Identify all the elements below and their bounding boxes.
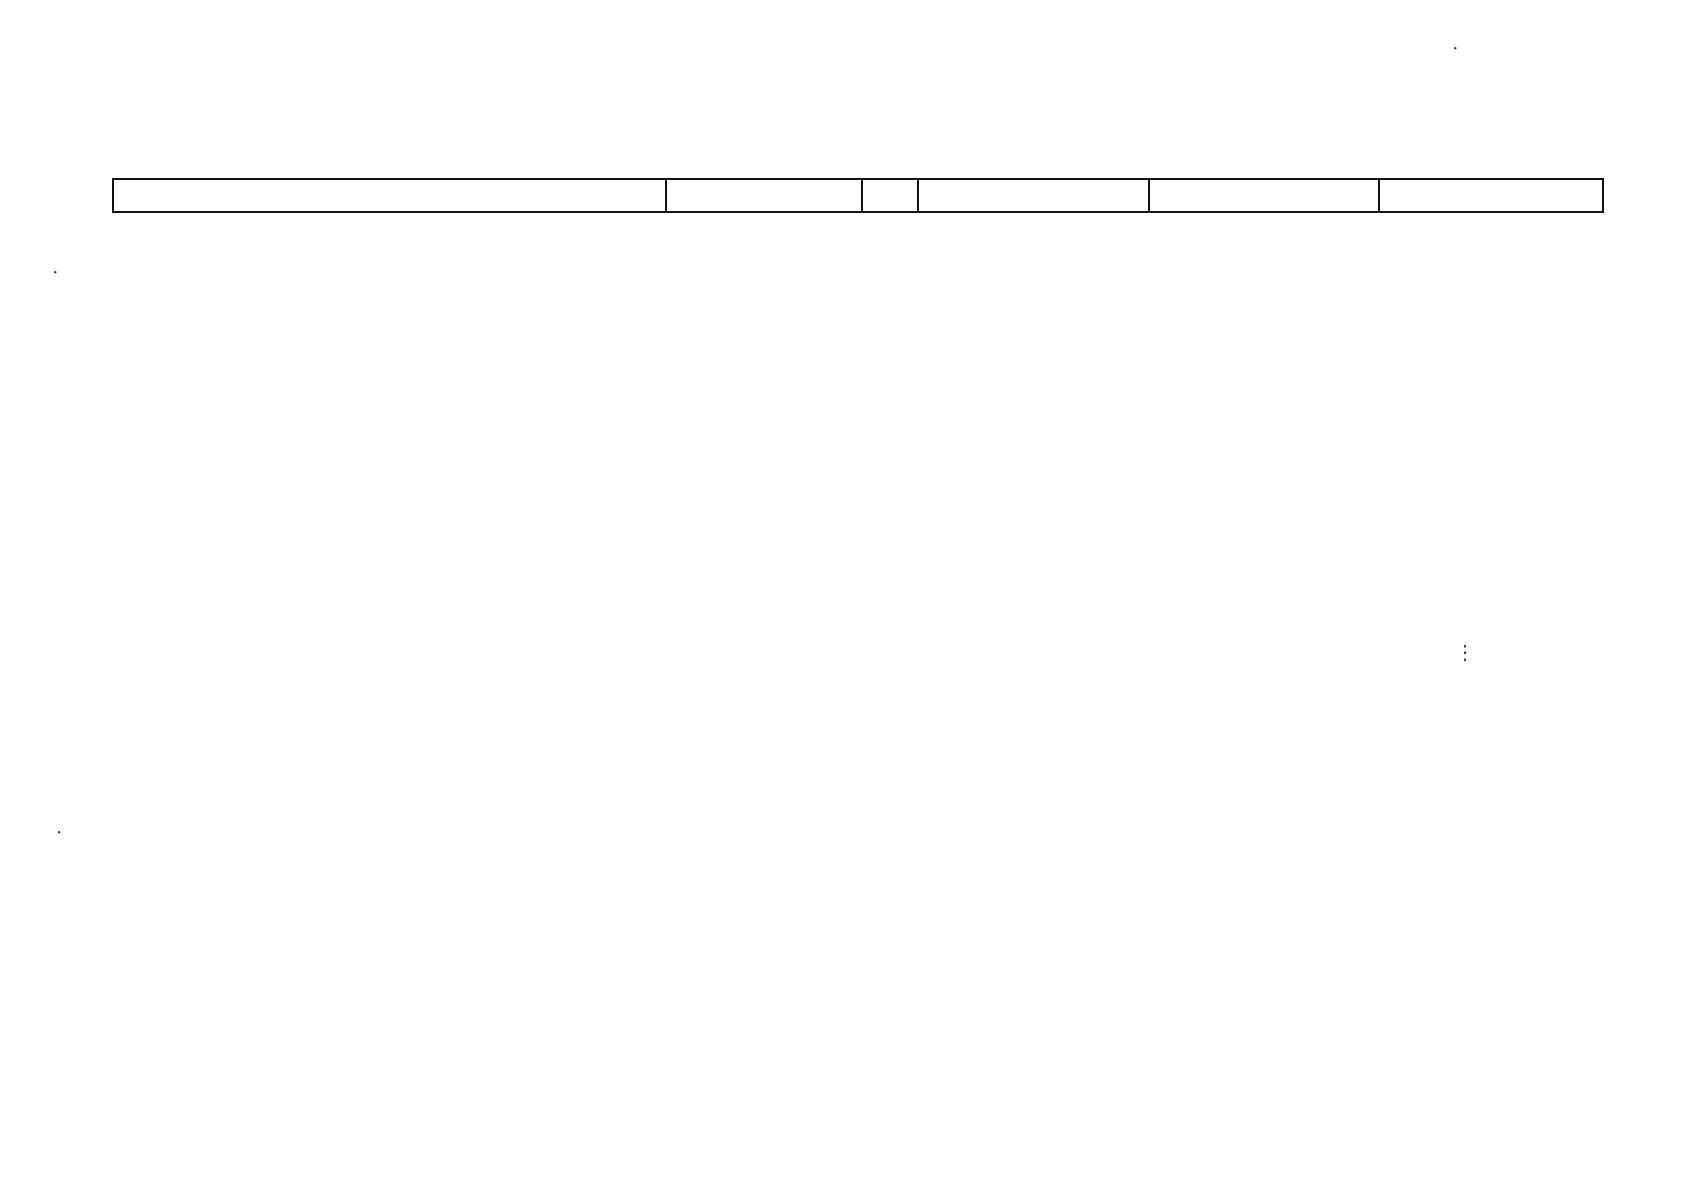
scan-speck: ⋮ xyxy=(1455,640,1475,664)
column-header-table xyxy=(112,178,1604,213)
column-header-4 xyxy=(918,179,1149,212)
scan-speck: · xyxy=(52,260,59,284)
column-header-5 xyxy=(1149,179,1379,212)
scan-speck: · xyxy=(56,820,63,844)
column-header-3 xyxy=(862,179,918,212)
column-header-row xyxy=(113,179,1603,212)
scan-speck: · xyxy=(1452,36,1459,60)
column-header-1 xyxy=(113,179,666,212)
column-header-2 xyxy=(666,179,862,212)
column-header-6 xyxy=(1379,179,1603,212)
